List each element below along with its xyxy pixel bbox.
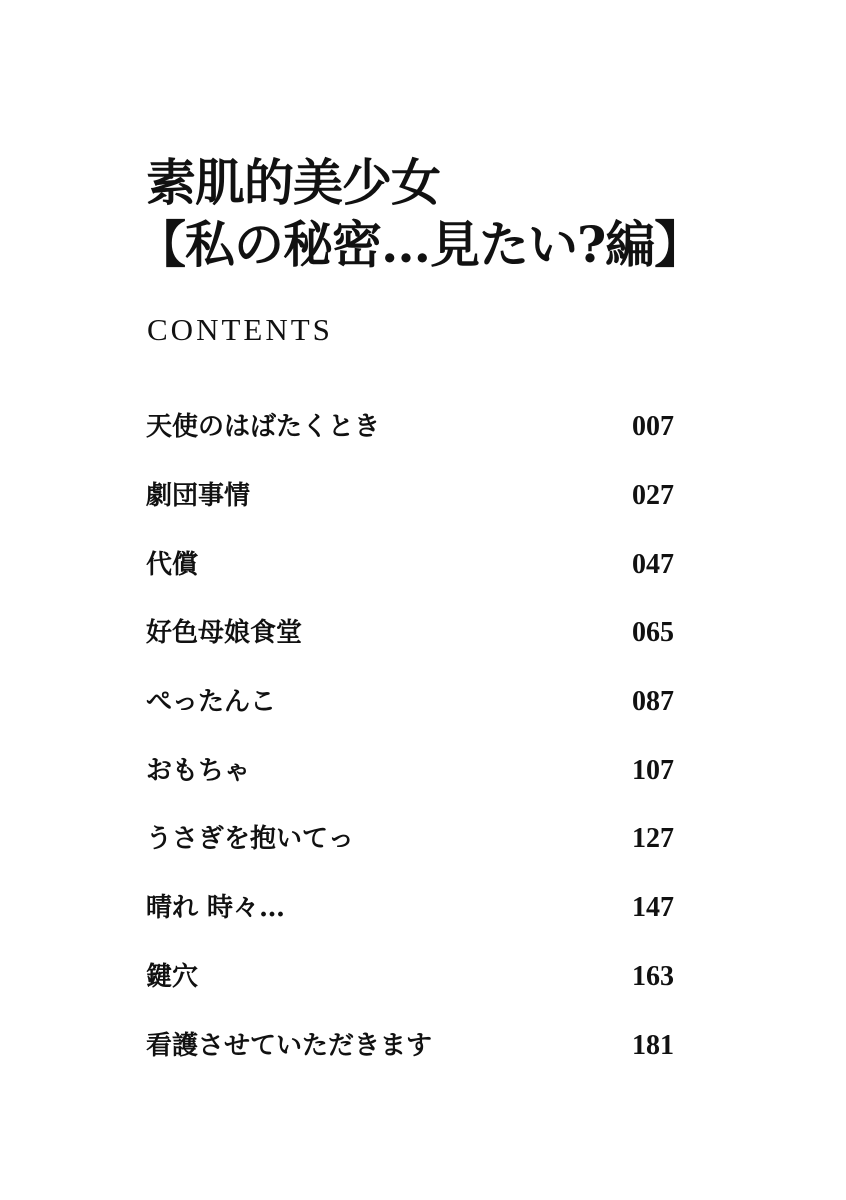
book-title-line2: 【私の秘密…見たい?編】 <box>136 215 704 274</box>
toc-entry-title: うさぎを抱いてっ <box>146 824 355 855</box>
toc-entry-title: 好色母娘食堂 <box>146 618 303 649</box>
toc-entry <box>146 668 674 737</box>
toc-entry-page: 087 <box>632 686 674 718</box>
toc-entry-page: 065 <box>632 617 674 649</box>
toc-entry <box>146 599 674 668</box>
toc-entry-page: 027 <box>632 480 674 512</box>
toc-entry-page: 163 <box>632 960 674 992</box>
toc-entry-page: 047 <box>632 548 674 580</box>
toc-entry-title: 天使のはばたくとき <box>146 412 381 443</box>
toc-entry-title: 劇団事情 <box>146 481 251 512</box>
toc-entry-title: 鍵穴 <box>146 961 199 992</box>
toc-entry-title: 晴れ 時々… <box>146 893 286 924</box>
toc-entry-page: 127 <box>632 823 674 855</box>
toc-entry <box>146 943 674 1012</box>
toc-entry <box>146 736 674 805</box>
toc-entry-page: 181 <box>632 1029 674 1061</box>
toc-entry-page: 107 <box>632 754 674 786</box>
toc-entry-page: 007 <box>632 411 674 443</box>
toc-entry <box>146 393 674 462</box>
toc-entry-title: おもちゃ <box>146 755 251 786</box>
book-title-line1: 素肌的美少女 <box>146 153 440 212</box>
toc-entry <box>146 462 674 531</box>
toc-entry <box>146 805 674 874</box>
contents-heading: CONTENTS <box>147 312 333 347</box>
table-of-contents <box>146 393 674 1080</box>
toc-entry <box>146 874 674 943</box>
book-title <box>136 152 704 276</box>
toc-entry-page: 147 <box>632 892 674 924</box>
toc-entry-title: ぺったんこ <box>146 687 277 718</box>
toc-entry-title: 看護させていただきます <box>146 1030 433 1061</box>
toc-entry-title: 代償 <box>146 549 199 580</box>
toc-entry <box>146 1011 674 1080</box>
toc-entry <box>146 530 674 599</box>
